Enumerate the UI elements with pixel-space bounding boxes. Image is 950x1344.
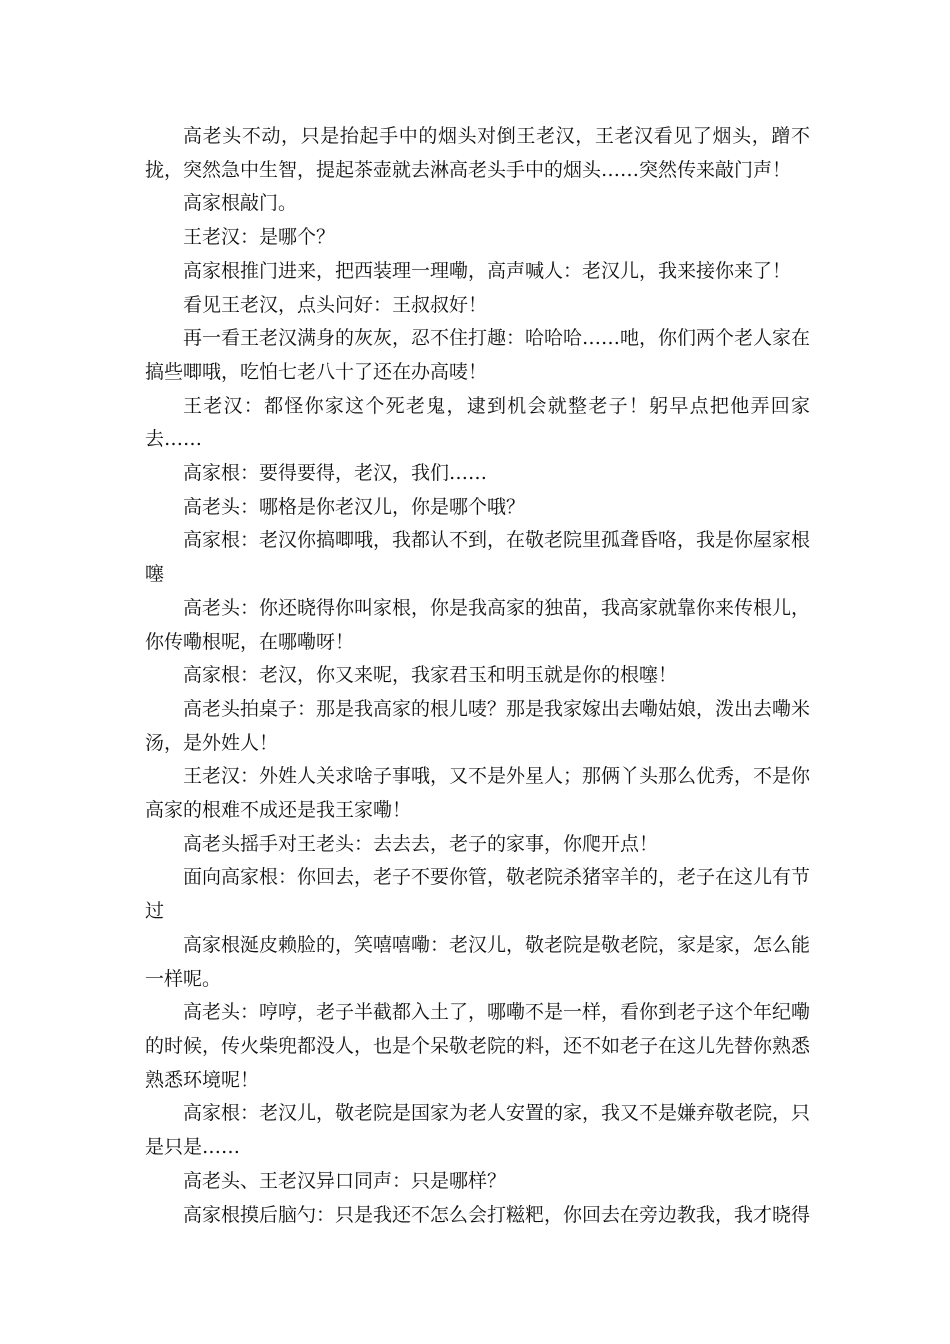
paragraph: 高家根推门进来，把西装理一理嘞，高声喊人：老汉儿，我来接你来了！ bbox=[183, 259, 792, 282]
paragraph: 高老头摇手对王老头：去去去，老子的家事，你爬开点！ bbox=[183, 832, 659, 855]
paragraph: 高老头拍桌子：那是我高家的根儿唛？那是我家嫁出去嘞姑娘，泼出去嘞米汤，是外姓人！ bbox=[145, 697, 811, 754]
paragraph: 面向高家根：你回去，老子不要你管，敬老院杀猪宰羊的，老子在这儿有节过 bbox=[145, 866, 811, 923]
paragraph: 王老汉：都怪你家这个死老鬼，逮到机会就整老子！躬早点把他弄回家去…… bbox=[145, 394, 810, 451]
paragraph: 高老头不动，只是抬起手中的烟头对倒王老汉，王老汉看见了烟头，蹭不拢，突然急中生智，提起茶壶就去淋高老头手中的烟头……突然传来敲门声！ bbox=[145, 125, 810, 181]
paragraph: 高家根：老汉你搞唧哦，我都认不到，在敬老院里孤聋昏咯，我是你屋家根噻 bbox=[145, 529, 811, 586]
paragraph: 王老汉：外姓人关求啥子事哦，又不是外星人；那俩丫头那么优秀，不是你高家的根难不成还是我王家嘞！ bbox=[145, 765, 811, 822]
paragraph: 高家根敲门。 bbox=[183, 192, 298, 215]
paragraph: 王老汉：是哪个？ bbox=[183, 226, 336, 249]
paragraph: 高家根：老汉，你又来呢，我家君玉和明玉就是你的根噻！ bbox=[183, 664, 678, 687]
script-text bbox=[145, 120, 810, 1232]
paragraph: 高家根：老汉儿，敬老院是国家为老人安置的家，我又不是嫌弃敬老院，只是只是…… bbox=[145, 1102, 811, 1159]
paragraph: 高老头：哼哼，老子半截都入土了，哪嘞不是一样，看你到老子这个年纪嘞的时候，传火柴兜都没人，也是个呆敬老院的料，还不如老子在这儿先替你熟悉熟悉环境呢！ bbox=[145, 1001, 811, 1091]
paragraph: 高老头：哪格是你老汉儿，你是哪个哦？ bbox=[183, 495, 526, 518]
paragraph: 高家根涎皮赖脸的，笑嘻嘻嘞：老汉儿，敬老院是敬老院，家是家，怎么能一样呢。 bbox=[145, 933, 811, 990]
paragraph: 再一看王老汉满身的灰灰，忍不住打趣：哈哈哈……吔，你们两个老人家在搞些唧哦，吃怕七老八十了还在办高唛！ bbox=[145, 327, 811, 383]
paragraph: 高家根：要得要得，老汉，我们…… bbox=[183, 462, 488, 485]
paragraph: 看见王老汉，点头问好：王叔叔好！ bbox=[183, 293, 488, 316]
paragraph: 高老头：你还晓得你叫家根，你是我高家的独苗，我高家就靠你来传根儿，你传嘞根呢，在哪嘞呀！ bbox=[145, 596, 811, 653]
paragraph: 高家根摸后脑勺：只是我还不怎么会打糍粑，你回去在旁边教我，我才晓得 bbox=[183, 1203, 811, 1226]
paragraph: 高老头、王老汉异口同声：只是哪样？ bbox=[183, 1169, 507, 1192]
